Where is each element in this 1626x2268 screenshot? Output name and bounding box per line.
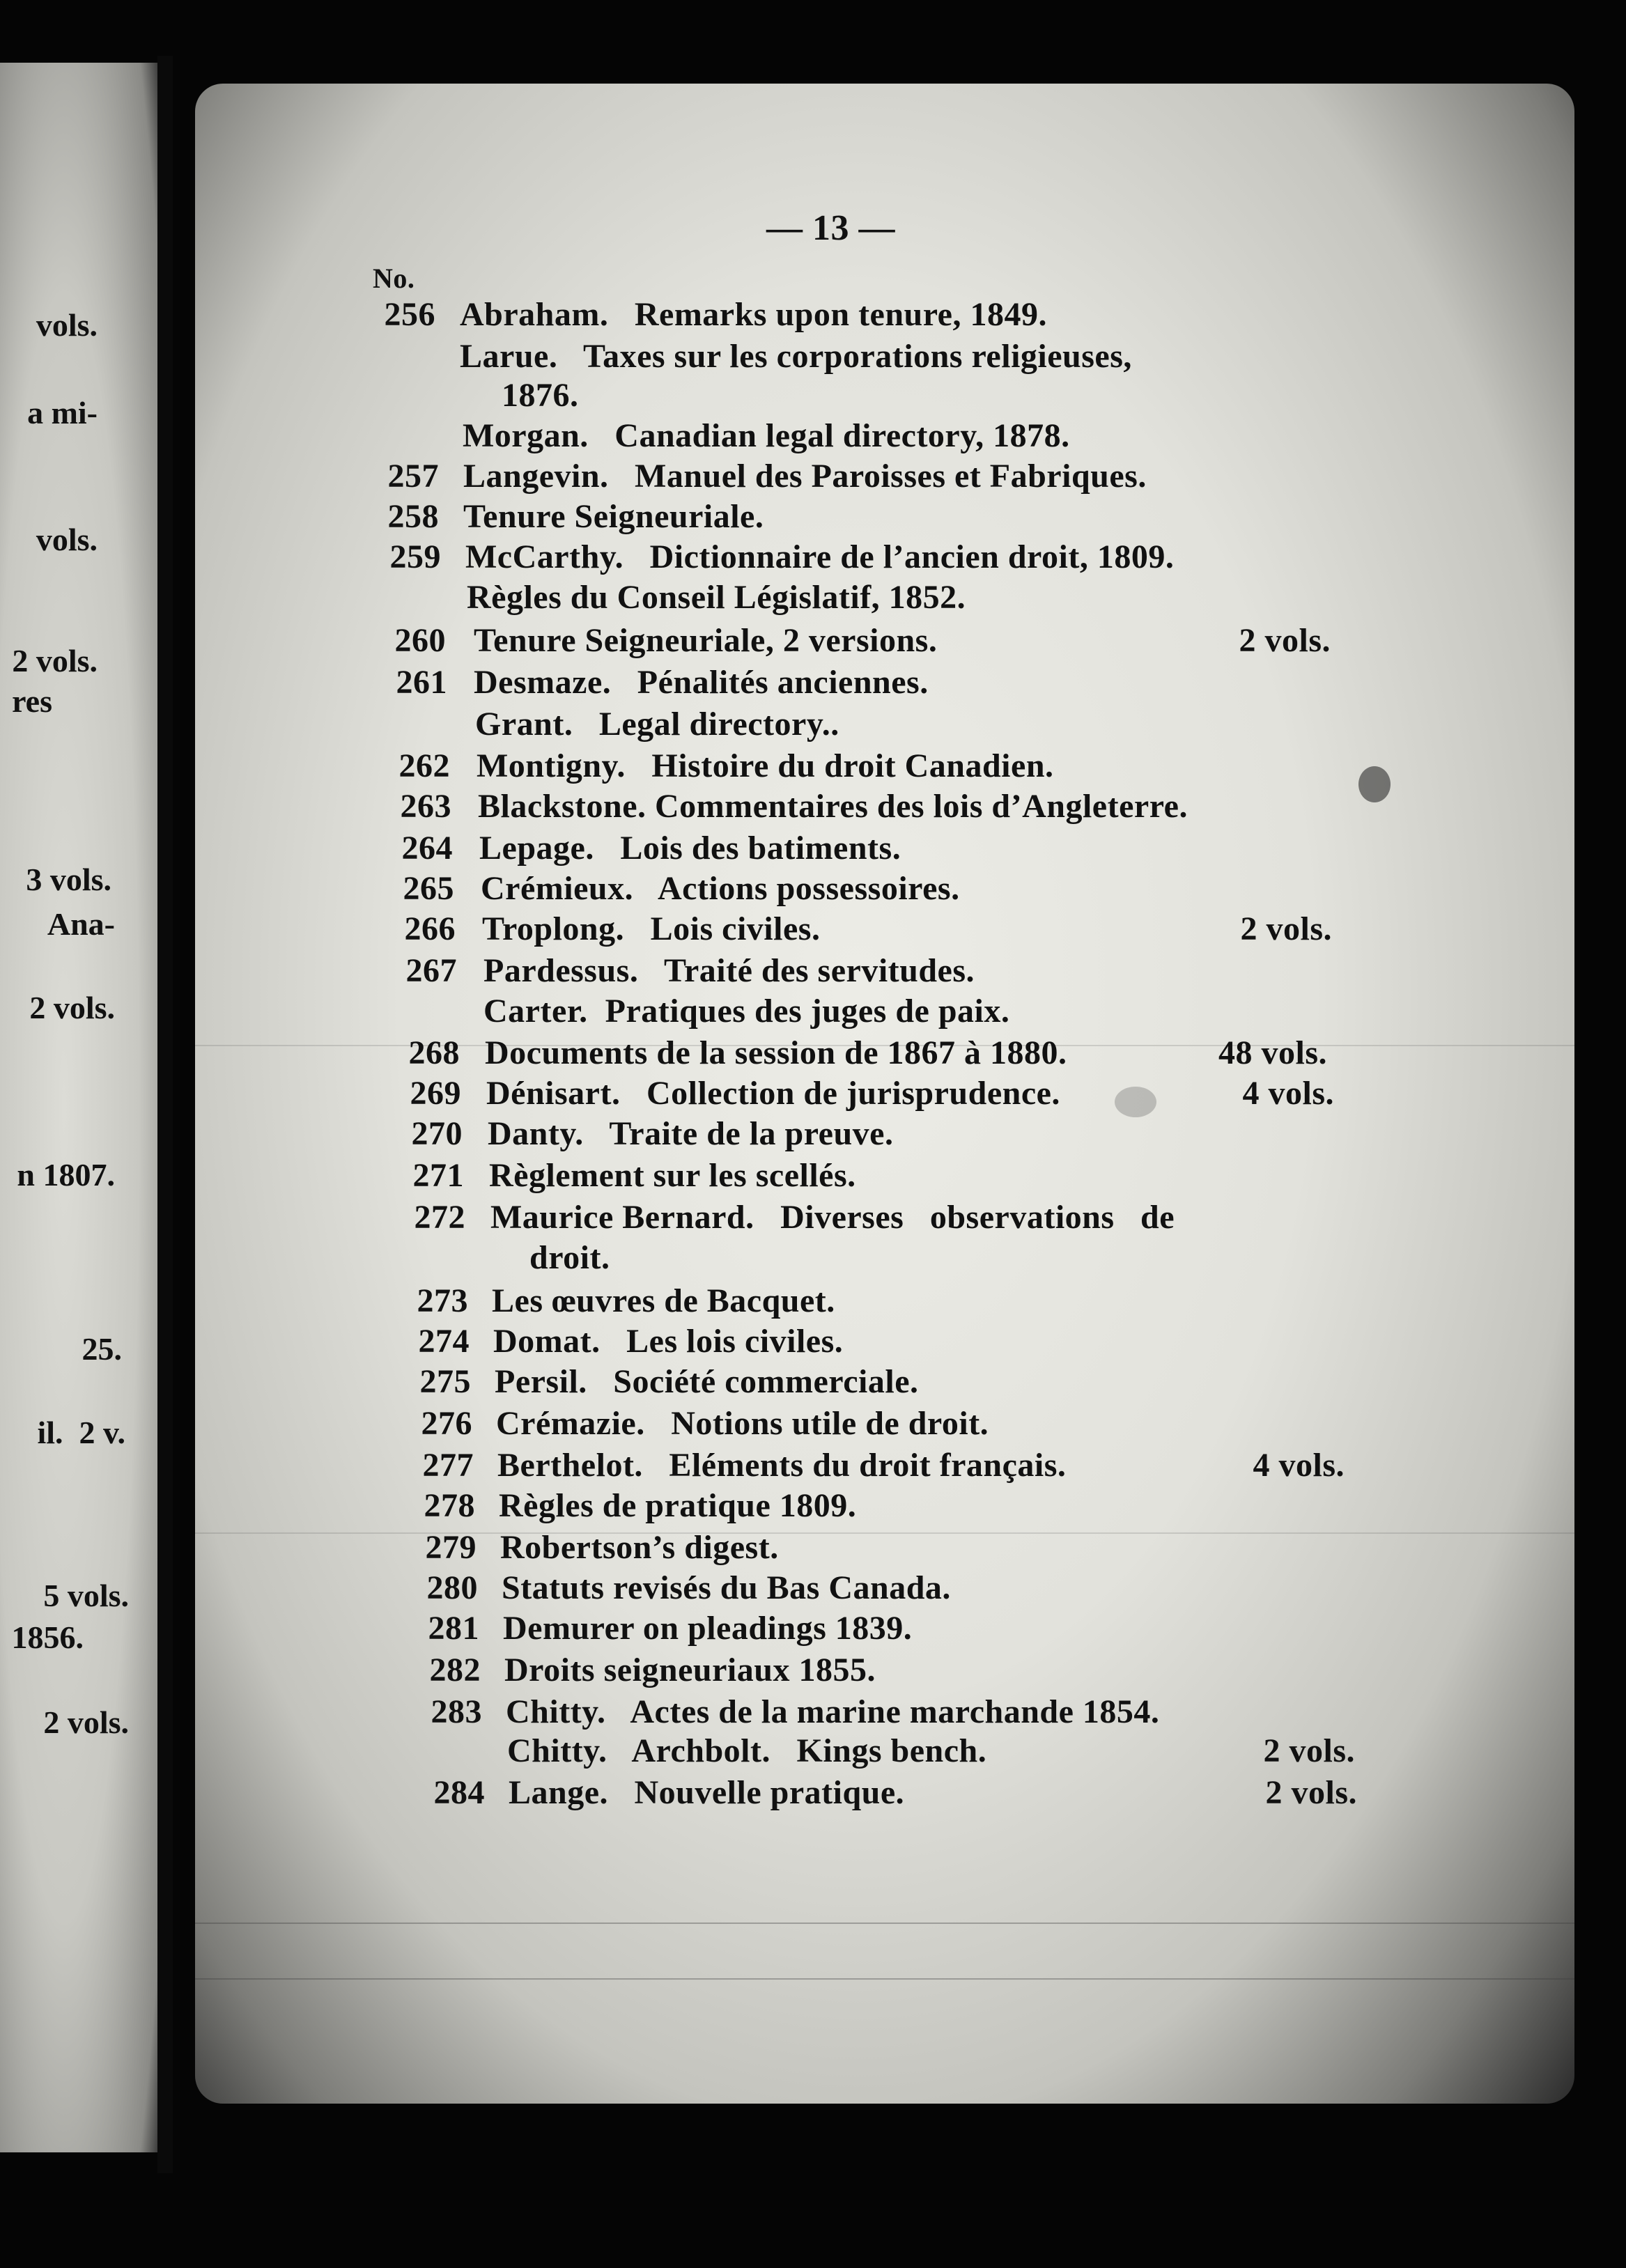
left-margin-fragment: 2 vols. (12, 643, 98, 678)
entry-text: Berthelot. Eléments du droit français. (497, 1447, 1067, 1484)
entry-volumes: 4 vols. (1253, 1447, 1345, 1484)
entry-number: 276 (421, 1405, 472, 1442)
entry-number: 272 (414, 1199, 465, 1236)
entry-number: 282 (429, 1652, 481, 1688)
entry-number: 269 (410, 1075, 461, 1112)
entry-text: Dénisart. Collection de jurisprudence. (486, 1075, 1060, 1112)
entry-volumes: 2 vols. (1263, 1732, 1355, 1769)
ink-blot (1115, 1087, 1156, 1117)
entry-number: 277 (422, 1447, 474, 1484)
entry-number: 256 (384, 296, 435, 333)
entry-number: 263 (400, 788, 451, 825)
left-margin-fragment: 2 vols. (29, 990, 115, 1025)
left-margin-fragment: vols. (36, 307, 98, 343)
left-page-fragment (0, 63, 160, 2152)
left-margin-fragment: 3 vols. (26, 862, 111, 897)
entry-text: 1876. (502, 377, 579, 414)
column-header: No. (373, 263, 415, 294)
entry-number: 279 (425, 1529, 477, 1566)
entry-number: 257 (387, 458, 439, 495)
entry-text: McCarthy. Dictionnaire de l’ancien droit, 1809. (465, 538, 1175, 575)
entry-volumes: 4 vols. (1242, 1075, 1334, 1112)
entry-number: 266 (404, 910, 456, 947)
left-margin-fragment: n 1807. (17, 1157, 115, 1193)
scan-artifact-line (195, 1923, 1574, 1924)
entry-text: Danty. Traite de la preuve. (488, 1115, 894, 1152)
entry-number: 261 (396, 664, 447, 701)
entry-number: 264 (401, 830, 453, 867)
left-margin-fragment: 1856. (11, 1620, 84, 1655)
entry-text: Lepage. Lois des batiments. (479, 830, 901, 867)
book-gutter (157, 56, 173, 2173)
left-margin-fragment: 2 vols. (43, 1704, 129, 1740)
left-margin-fragment: res (12, 683, 52, 719)
left-margin-fragment: il. 2 v. (37, 1415, 125, 1450)
entry-text: Blackstone. Commentaires des lois d’Angleterre. (478, 788, 1188, 825)
entry-text: Statuts revisés du Bas Canada. (502, 1569, 951, 1606)
entry-number: 268 (408, 1034, 460, 1071)
entry-text: Chitty. Actes de la marine marchande 1854. (506, 1693, 1160, 1730)
entry-text: Desmaze. Pénalités anciennes. (474, 664, 929, 701)
entry-number: 274 (418, 1323, 470, 1360)
entry-text: Abraham. Remarks upon tenure, 1849. (460, 296, 1047, 333)
entry-text: Domat. Les lois civiles. (493, 1323, 844, 1360)
left-margin-fragment: 5 vols. (43, 1578, 129, 1613)
entry-number: 281 (428, 1610, 479, 1647)
entry-text: Carter. Pratiques des juges de paix. (483, 993, 1010, 1030)
entry-text: Règles du Conseil Législatif, 1852. (467, 579, 966, 616)
entry-number: 260 (394, 622, 446, 659)
entry-number: 259 (389, 538, 441, 575)
entry-text: Troplong. Lois civiles. (482, 910, 821, 947)
page-number: — 13 — (766, 208, 895, 248)
entry-volumes: 2 vols. (1239, 622, 1331, 659)
entry-text: Tenure Seigneuriale, 2 versions. (474, 622, 938, 659)
entry-volumes: 48 vols. (1218, 1034, 1327, 1071)
left-margin-fragment: a mi- (27, 395, 98, 430)
entry-number: 284 (433, 1774, 485, 1811)
entry-text: Les œuvres de Bacquet. (492, 1282, 835, 1319)
entry-text: Demurer on pleadings 1839. (503, 1610, 913, 1647)
left-margin-fragment: 25. (82, 1331, 122, 1367)
entry-text: Pardessus. Traité des servitudes. (483, 952, 975, 989)
entry-text: Règles de pratique 1809. (499, 1487, 857, 1524)
entry-number: 262 (398, 747, 450, 784)
entry-number: 265 (403, 870, 454, 907)
entry-text: droit. (529, 1239, 610, 1276)
scan-artifact-line (195, 1978, 1574, 1980)
entry-text: Documents de la session de 1867 à 1880. (485, 1034, 1067, 1071)
entry-number: 280 (426, 1569, 478, 1606)
entry-text: Grant. Legal directory.. (475, 706, 839, 743)
entry-text: Règlement sur les scellés. (489, 1157, 856, 1194)
entry-text: Montigny. Histoire du droit Canadien. (477, 747, 1054, 784)
entry-text: Langevin. Manuel des Paroisses et Fabriques. (463, 458, 1147, 495)
entry-text: Crémieux. Actions possessoires. (481, 870, 960, 907)
entry-number: 283 (431, 1693, 482, 1730)
entry-text: Crémazie. Notions utile de droit. (496, 1405, 989, 1442)
entry-text: Maurice Bernard. Diverses observations de (490, 1199, 1175, 1236)
entry-number: 278 (424, 1487, 475, 1524)
entry-text: Chitty. Archbolt. Kings bench. (507, 1732, 987, 1769)
entry-volumes: 2 vols. (1240, 910, 1332, 947)
left-margin-fragment: Ana- (47, 906, 115, 942)
left-margin-fragment: vols. (36, 522, 98, 557)
entry-text: Larue. Taxes sur les corporations religieuses, (460, 338, 1132, 375)
entry-text: Morgan. Canadian legal directory, 1878. (463, 417, 1070, 454)
entry-number: 273 (417, 1282, 468, 1319)
entry-text: Lange. Nouvelle pratique. (509, 1774, 905, 1811)
entry-number: 267 (405, 952, 457, 989)
entry-text: Robertson’s digest. (500, 1529, 779, 1566)
ink-blot (1358, 766, 1391, 802)
entry-volumes: 2 vols. (1265, 1774, 1357, 1811)
entry-number: 271 (412, 1157, 464, 1194)
entry-number: 258 (387, 498, 439, 535)
entry-text: Persil. Société commerciale. (495, 1363, 919, 1400)
entry-number: 275 (419, 1363, 471, 1400)
entry-number: 270 (411, 1115, 463, 1152)
entry-text: Droits seigneuriaux 1855. (504, 1652, 876, 1688)
entry-text: Tenure Seigneuriale. (463, 498, 764, 535)
